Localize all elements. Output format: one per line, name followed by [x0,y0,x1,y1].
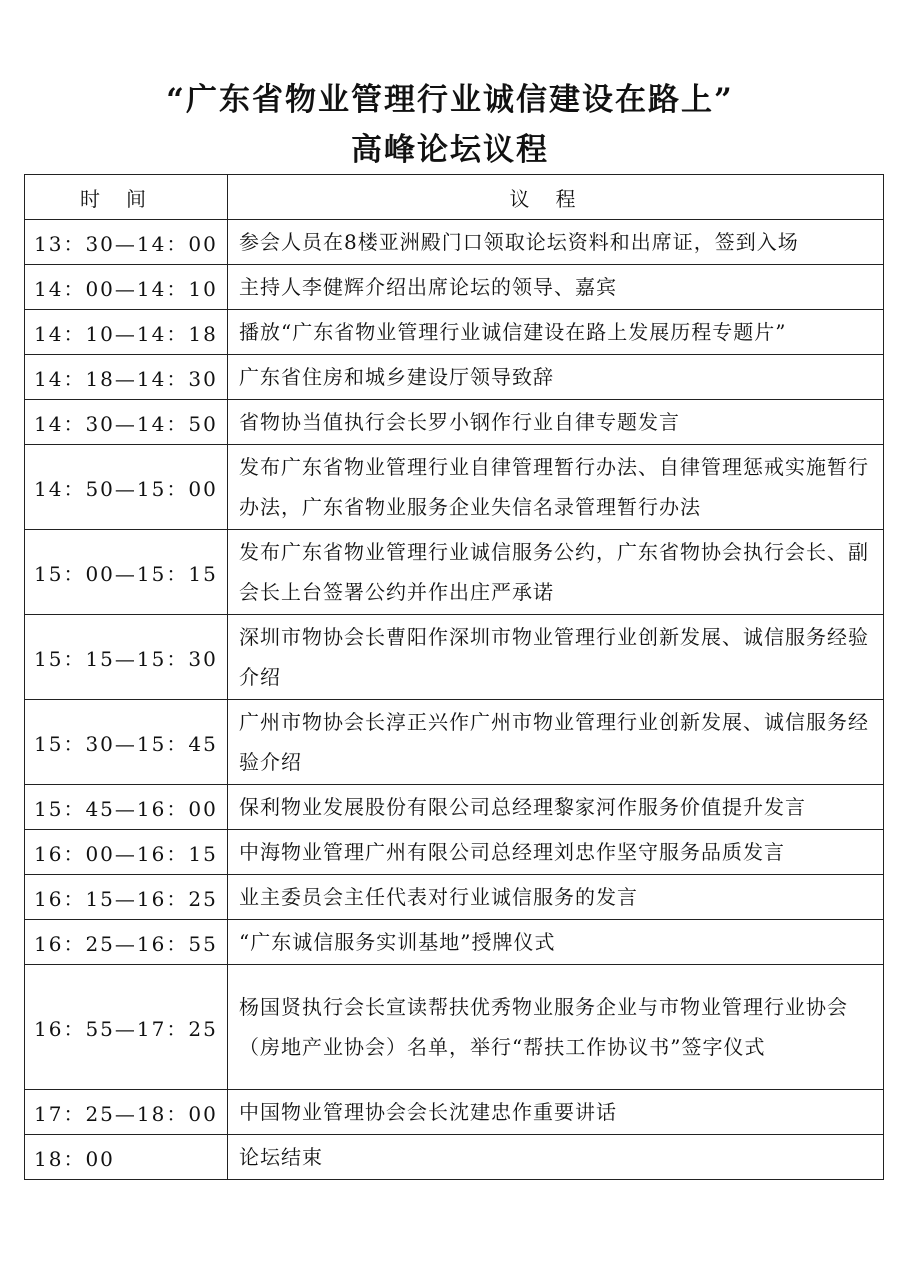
row-program: 广州市物协会长淳正兴作广州市物业管理行业创新发展、诚信服务经验介绍 [228,700,884,785]
row-program: 深圳市物协会长曹阳作深圳市物业管理行业创新发展、诚信服务经验介绍 [228,615,884,700]
row-time: 16：00—16：15 [25,830,228,875]
table-row [25,265,884,310]
row-program: 广东省住房和城乡建设厅领导致辞 [228,355,884,400]
row-time: 15：00—15：15 [25,530,228,615]
table-row [25,875,884,920]
table-row [25,785,884,830]
row-program: 论坛结束 [228,1135,884,1180]
row-time: 13：30—14：00 [25,220,228,265]
table-row [25,1090,884,1135]
row-time: 18：00 [25,1135,228,1180]
row-time: 14：10—14：18 [25,310,228,355]
row-program: 发布广东省物业管理行业自律管理暂行办法、自律管理惩戒实施暂行办法，广东省物业服务企业失信名录管理暂行办法 [228,445,884,530]
row-time: 14：18—14：30 [25,355,228,400]
row-program: 杨国贤执行会长宣读帮扶优秀物业服务企业与市物业管理行业协会（房地产业协会）名单，举行“帮扶工作协议书”签字仪式 [228,965,884,1090]
table-row [25,445,884,530]
row-program: “广东诚信服务实训基地”授牌仪式 [228,920,884,965]
table-row [25,355,884,400]
row-program: 发布广东省物业管理行业诚信服务公约，广东省物协会执行会长、副会长上台签署公约并作出庄严承诺 [228,530,884,615]
table-row [25,400,884,445]
table-row [25,530,884,615]
table-header-row [25,175,884,220]
row-program: 中海物业管理广州有限公司总经理刘忠作坚守服务品质发言 [228,830,884,875]
row-time: 16：55—17：25 [25,965,228,1090]
row-program: 参会人员在8楼亚洲殿门口领取论坛资料和出席证，签到入场 [228,220,884,265]
header-program: 议程 [228,175,884,220]
row-time: 15：30—15：45 [25,700,228,785]
table-row [25,1135,884,1180]
agenda-table [24,174,884,1180]
row-time: 17：25—18：00 [25,1090,228,1135]
table-row [25,920,884,965]
row-time: 15：45—16：00 [25,785,228,830]
row-program: 省物协当值执行会长罗小钢作行业自律专题发言 [228,400,884,445]
row-time: 16：15—16：25 [25,875,228,920]
table-row [25,830,884,875]
table-row [25,615,884,700]
document-subtitle: 高峰论坛议程 [351,132,549,168]
row-time: 16：25—16：55 [25,920,228,965]
row-program: 主持人李健辉介绍出席论坛的领导、嘉宾 [228,265,884,310]
row-program: 业主委员会主任代表对行业诚信服务的发言 [228,875,884,920]
table-row [25,220,884,265]
row-program: 中国物业管理协会会长沈建忠作重要讲话 [228,1090,884,1135]
row-time: 14：00—14：10 [25,265,228,310]
table-row [25,700,884,785]
table-row [25,965,884,1090]
row-program: 播放“广东省物业管理行业诚信建设在路上发展历程专题片” [228,310,884,355]
document-title: “广东省物业管理行业诚信建设在路上” [166,82,734,118]
row-time: 15：15—15：30 [25,615,228,700]
table-row [25,310,884,355]
header-time: 时间 [25,175,228,220]
row-time: 14：50—15：00 [25,445,228,530]
row-program: 保利物业发展股份有限公司总经理黎家河作服务价值提升发言 [228,785,884,830]
row-time: 14：30—14：50 [25,400,228,445]
